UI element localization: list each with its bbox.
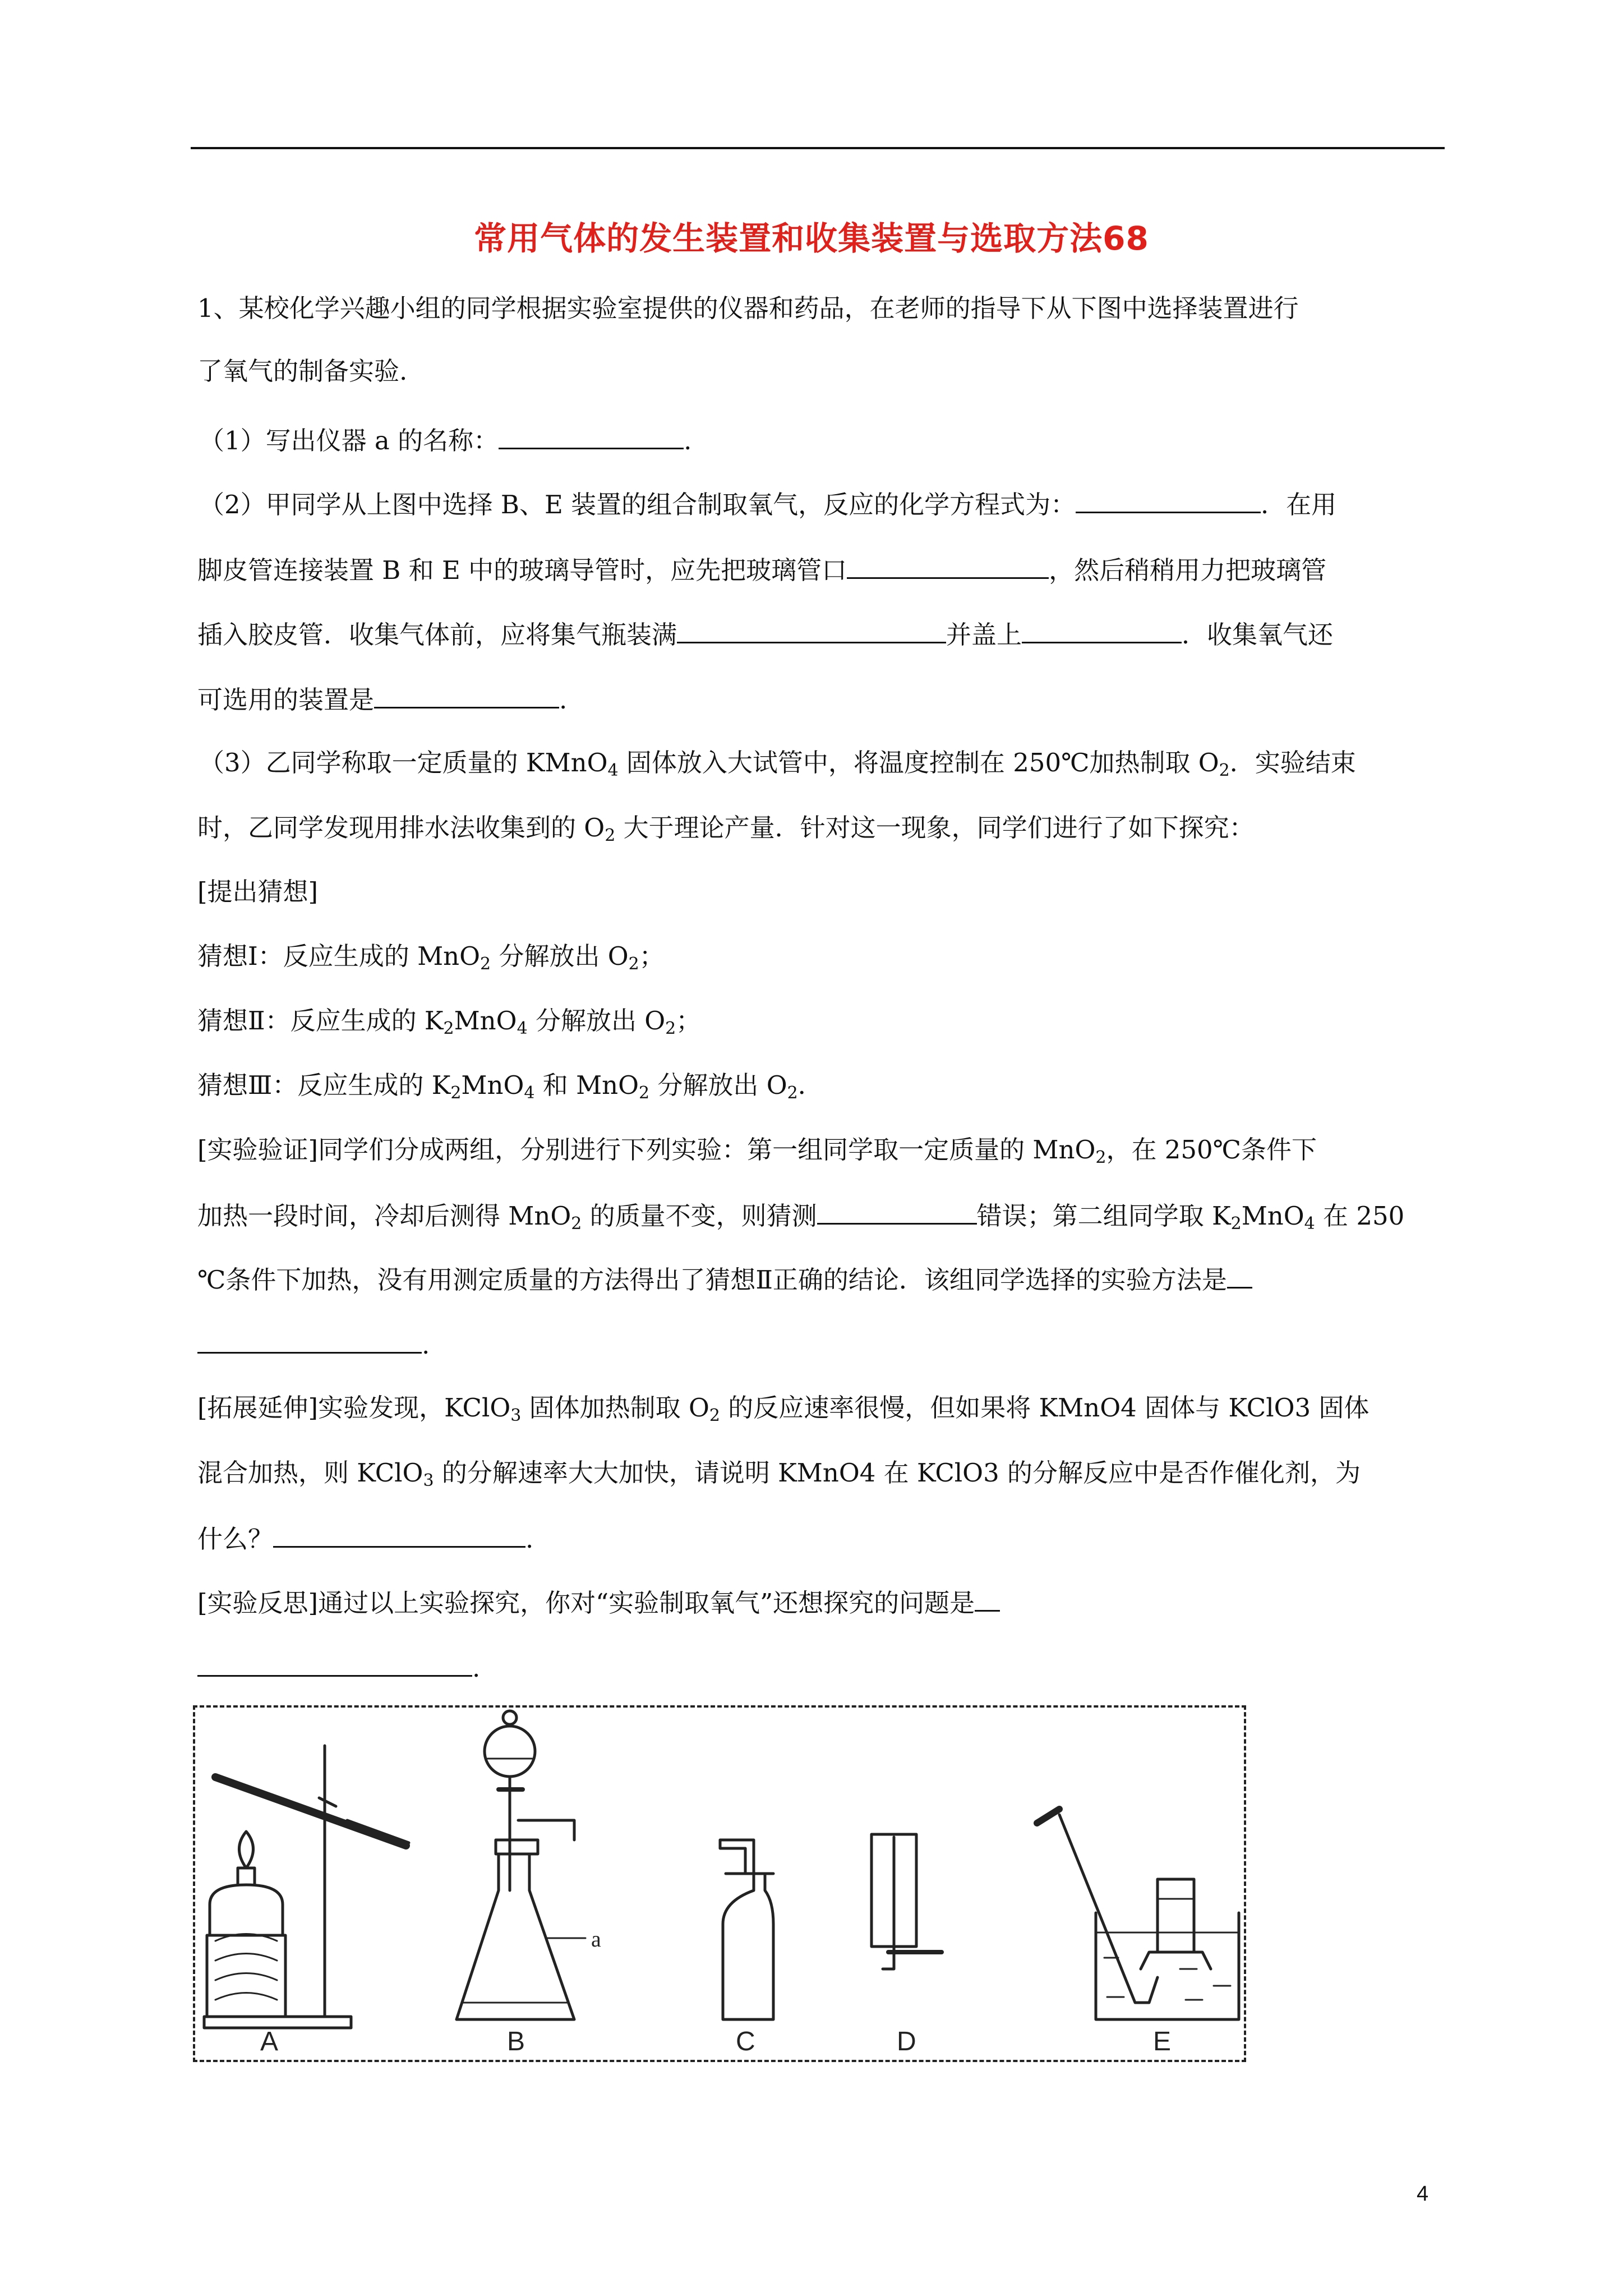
label-a: a xyxy=(591,1926,601,1952)
reflection-line-2: . xyxy=(197,1650,480,1685)
answer-blank[interactable] xyxy=(1227,1262,1252,1289)
question-intro-line-1: 1、某校化学兴趣小组的同学根据实验室提供的仪器和药品，在老师的指导下从下图中选择装置进行 xyxy=(197,293,1299,323)
part-2-line-4: 可选用的装置是 . xyxy=(197,682,567,717)
hypothesis-3: 猜想Ⅲ：反应生成的 $K_2MnO_4$ 和 MnO$_2$ 分解放出 $O_2$． xyxy=(197,1070,823,1103)
hypothesis-2: 猜想Ⅱ：反应生成的 $K_2MnO_4$ 分解放出 $O_2$； xyxy=(197,1006,702,1038)
iron-stand-base xyxy=(204,2017,351,2028)
answer-blank[interactable] xyxy=(847,553,1049,579)
delivery-tube-d xyxy=(883,1837,894,1969)
page-title: 常用气体的发生装置和收集装置与选取方法68 xyxy=(474,219,1149,257)
extension-line-2: 混合加热，则 KClO$_3$ 的分解速率大大加快，请说明 KMnO4 在 KClO3 的分解反应中是否作催化剂，为 xyxy=(197,1458,1361,1490)
reflection-line-1: [实验反思]通过以上实验探究，你对“实验制取氧气”还想探究的问题是 xyxy=(197,1585,1000,1620)
gas-jar-e xyxy=(1158,1879,1194,1952)
answer-blank[interactable] xyxy=(374,682,559,708)
answer-blank[interactable] xyxy=(273,1521,525,1548)
water-trough xyxy=(1096,1913,1239,2019)
question-intro-line-2: 了氧气的制备实验. xyxy=(197,356,408,386)
clamp xyxy=(319,1798,336,1806)
side-tube xyxy=(518,1820,574,1840)
part-3-line-1: （3）乙同学称取一定质量的 KMnO$_4$ 固体放入大试管中，将温度控制在 250℃加热制取 $O_2$．实验结束 xyxy=(199,748,1356,780)
lamp-wick xyxy=(238,1868,255,1885)
apparatus-e xyxy=(1037,1809,1239,2019)
funnel-stopper xyxy=(503,1711,517,1724)
verification-line-3: ℃条件下加热，没有用测定质量的方法得出了猜想Ⅱ正确的结论．该组同学选择的实验方法是 xyxy=(197,1262,1252,1297)
label-E: E xyxy=(1153,2027,1172,2056)
header-rule xyxy=(191,147,1445,149)
gas-jar-c xyxy=(723,1874,773,2019)
page-number: 4 xyxy=(1417,2182,1429,2206)
delivery-tube-e xyxy=(1059,1815,1158,2003)
apparatus-d xyxy=(872,1834,942,1969)
alcohol-lamp xyxy=(210,1885,283,1935)
rubber-stopper xyxy=(496,1840,538,1854)
answer-blank[interactable] xyxy=(975,1585,1000,1612)
flame xyxy=(239,1832,253,1868)
answer-blank[interactable] xyxy=(1022,617,1182,643)
part-2-line-3: 插入胶皮管．收集气体前，应将集气瓶装满 并盖上 ．收集氧气还 xyxy=(197,617,1333,652)
answer-blank[interactable] xyxy=(499,423,684,449)
part-2-line-1: （2）甲同学从上图中选择 B、E 装置的组合制取氧气，反应的化学方程式为： ．在用 xyxy=(199,487,1336,522)
answer-blank[interactable] xyxy=(197,1327,422,1354)
apparatus-figure xyxy=(193,1705,1246,2062)
water-marks xyxy=(1104,1958,1230,2000)
separatory-funnel xyxy=(485,1726,535,1777)
part-3-line-2: 时，乙同学发现用排水法收集到的 $O_2$ 大于理论产量．针对这一现象，同学们进行了如下探究： xyxy=(197,813,1255,845)
label-B: B xyxy=(507,2027,525,2056)
apparatus-c xyxy=(720,1840,773,2019)
label-C: C xyxy=(736,2027,755,2056)
extension-line-3: 什么？ . xyxy=(197,1521,533,1556)
wood-grain xyxy=(215,1934,277,2000)
extension-line-1: [拓展延伸]实验发现，KClO$_3$ 固体加热制取 $O_2$ 的反应速率很慢，但如果将 KMnO4 固体与 KClO3 固体 xyxy=(197,1393,1370,1425)
conical-flask xyxy=(457,1854,574,2019)
answer-blank[interactable] xyxy=(197,1650,472,1677)
hypothesis-1: 猜想Ⅰ：反应生成的 MnO$_2$ 分解放出 $O_2$； xyxy=(197,941,665,974)
part-1: （1）写出仪器 a 的名称： . xyxy=(199,423,691,458)
label-A: A xyxy=(260,2027,279,2056)
hypothesis-heading: [提出猜想] xyxy=(197,877,319,907)
apparatus-a xyxy=(204,1746,409,2028)
wood-block xyxy=(207,1935,285,2017)
answer-blank[interactable] xyxy=(817,1198,977,1225)
verification-line-1: [实验验证]同学们分成两组，分别进行下列实验：第一组同学取一定质量的 MnO$_2$，在 250℃条件下 xyxy=(197,1135,1317,1167)
answer-blank[interactable] xyxy=(677,617,946,643)
shelf xyxy=(1141,1952,1211,1969)
label-D: D xyxy=(897,2027,916,2056)
rubber-tube xyxy=(1037,1809,1059,1823)
answer-blank[interactable] xyxy=(1076,487,1261,513)
verification-line-4: . xyxy=(197,1327,430,1362)
apparatus-b xyxy=(457,1711,601,2019)
verification-line-2: 加热一段时间，冷却后测得 MnO$_2$ 的质量不变，则猜测 错误；第二组同学取 $K_2MnO_4$ 在 250 xyxy=(197,1198,1404,1241)
delivery-tube-c xyxy=(720,1840,754,1872)
part-2-line-2: 脚皮管连接装置 B 和 E 中的玻璃导管时，应先把玻璃管口 ，然后稍稍用力把玻璃管 xyxy=(197,553,1326,587)
